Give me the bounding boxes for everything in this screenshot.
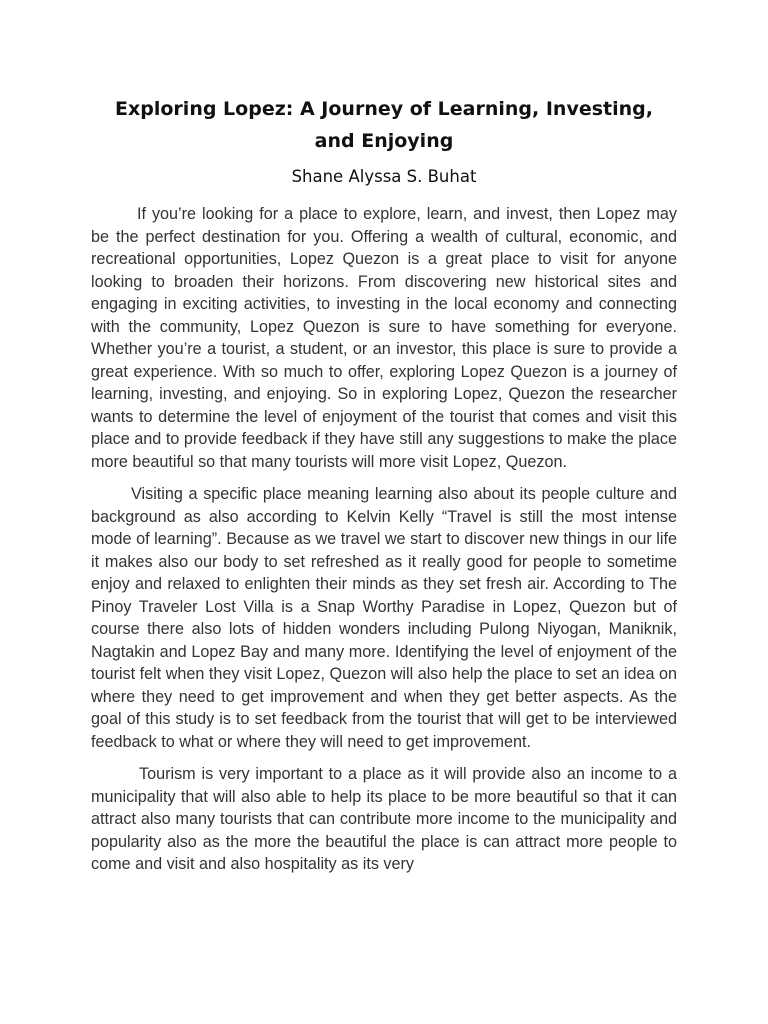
author-name: Shane Alyssa S. Buhat <box>291 167 477 186</box>
paragraph-intro: If you’re looking for a place to explore, learn, and invest, then Lopez may be the perfect destination for you. Offering a wealth of cultural, economic, and recreational opportunities, Lopez Quezon is a great place to visit for anyone looking to broaden their horizons. From discovering new historical sites and engaging in exciting activities, to investing in the local economy and connecting with the community, Lopez Quezon is sure to have something for everyone. Whether you’re a tourist, a student, or an investor, this place is sure to provide a great experience. With so much to offer, exploring Lopez Quezon is a journey of learning, investing, and enjoying. So in exploring Lopez, Quezon the researcher wants to determine the level of enjoyment of the tourist that comes and visit this place and to provide feedback if they have still any suggestions to make the place more beautiful so that many tourists will more visit Lopez, Quezon. <box>91 205 677 471</box>
paragraph-tourism: Tourism is very important to a place as it will provide also an income to a municipality that will also able to help its place to be more beautiful so that it can attract also many tourists that can contribute more income to the municipality and popularity also as the more the beautiful the place is can attract more people to come and visit and also hospitality as its very <box>91 765 677 873</box>
document-title: Exploring Lopez: A Journey of Learning, Investing, and Enjoying <box>115 98 653 152</box>
document-body <box>91 203 677 886</box>
paragraph-learning: Visiting a specific place meaning learning also about its people culture and background as also according to Kelvin Kelly “Travel is still the most intense mode of learning”. Because as we travel we start to discover new things in our life it makes also our body to set refreshed as it really good for people to sometime enjoy and relaxed to enlighten their minds as they set fresh air. According to The Pinoy Traveler Lost Villa is a Snap Worthy Paradise in Lopez, Quezon but of course there also lots of hidden wonders including Pulong Niyogan, Maniknik, Nagtakin and Lopez Bay and many more. Identifying the level of enjoyment of the tourist felt when they visit Lopez, Quezon will also help the place to set an idea on where they need to get improvement and when they get better aspects. As the goal of this study is to set feedback from the tourist that will get to be interviewed feedback to what or where they will need to get improvement. <box>91 485 677 751</box>
